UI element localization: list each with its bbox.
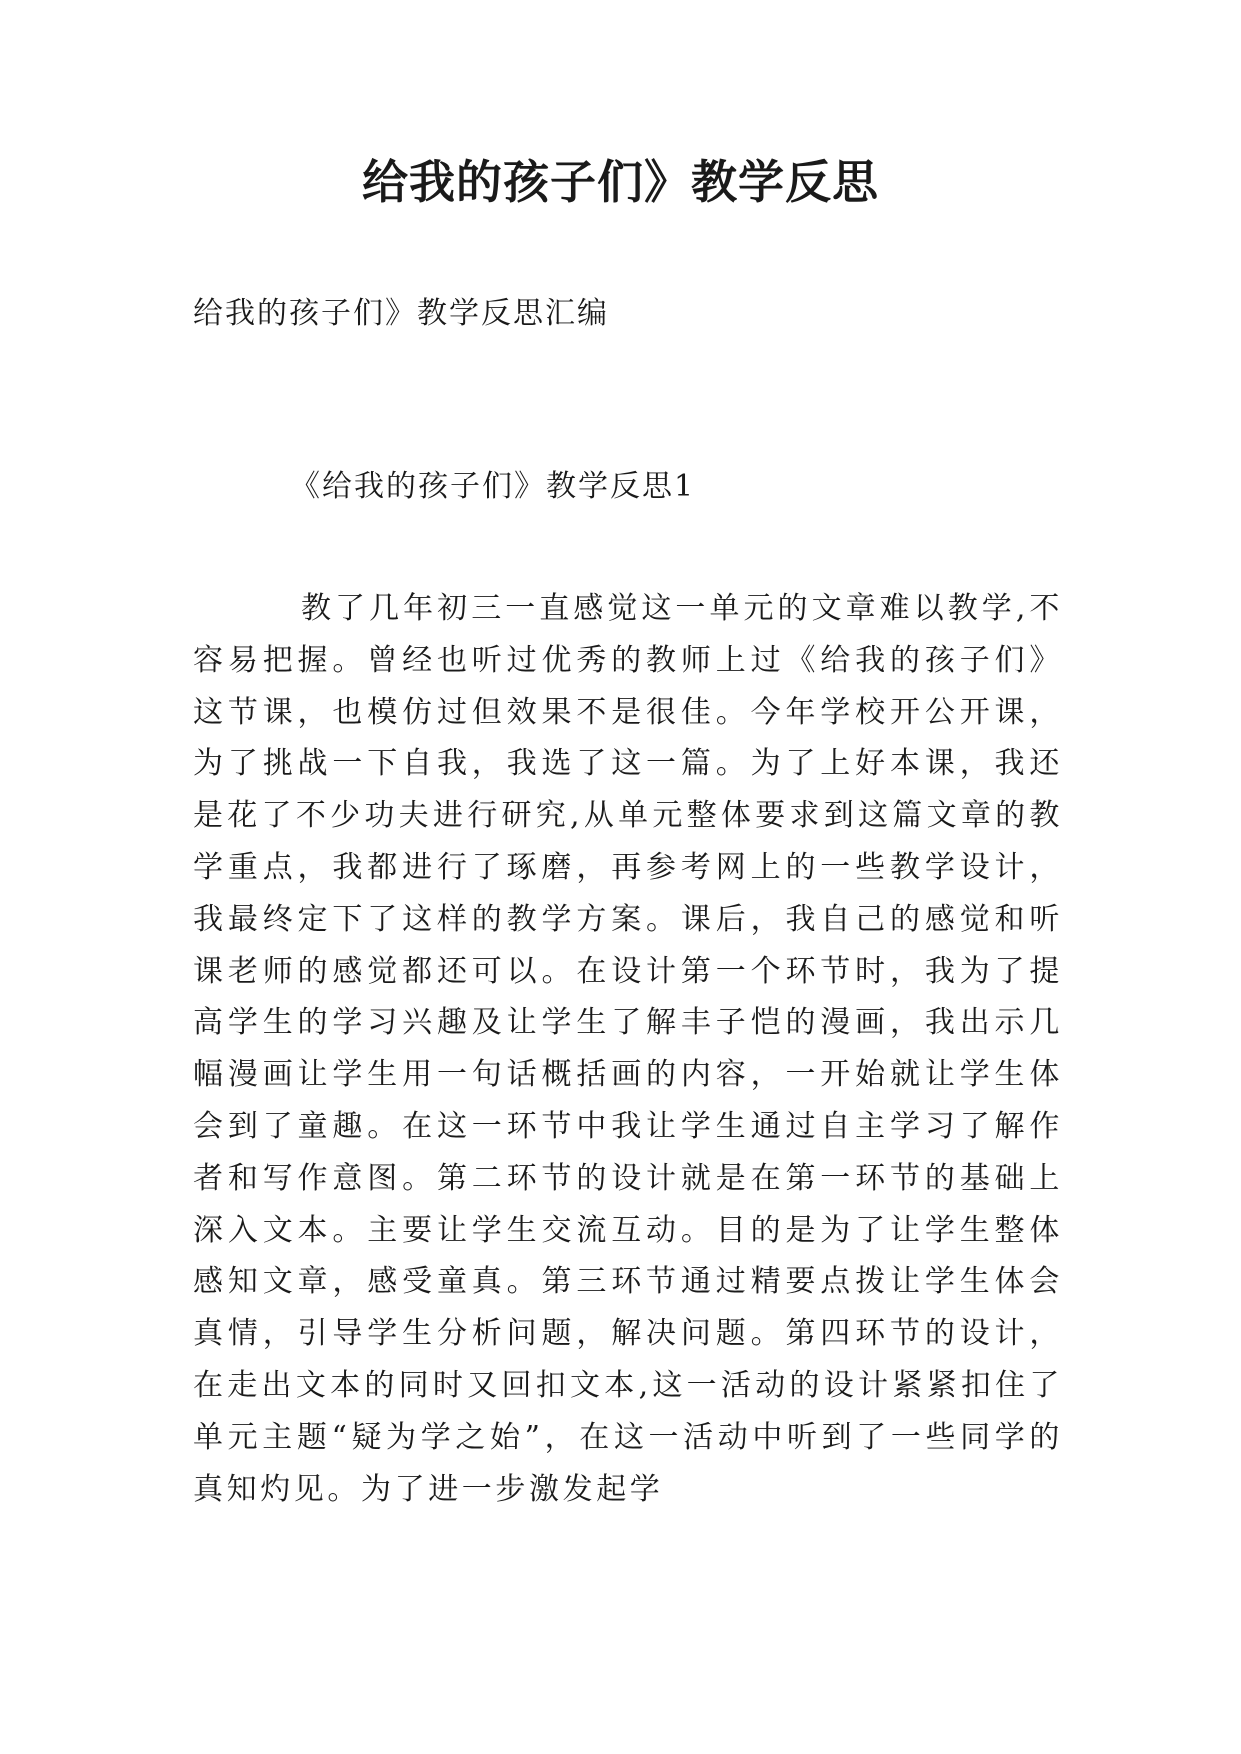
document-title: 给我的孩子们》教学反思 <box>362 155 879 209</box>
body-paragraph: 教了几年初三一直感觉这一单元的文章难以教学,不容易把握。曾经也听过优秀的教师上过《给我的孩子们》这节课，也模仿过但效果不是很佳。今年学校开公开课，为了挑战一下自我，我选了这一篇。为了上好本课，我还是花了不少功夫进行研究,从单元整体要求到这篇文章的教学重点，我都进行了琢磨，再参考网上的一些教学设计，我最终定下了这样的教学方案。课后，我自己的感觉和听课老师的感觉都还可以。在设计第一个环节时，我为了提高学生的学习兴趣及让学生了解丰子恺的漫画，我出示几幅漫画让学生用一句话概括画的内容，一开始就让学生体会到了童趣。在这一环节中我让学生通过自主学习了解作者和写作意图。第二环节的设计就是在第一环节的基础上深入文本。主要让学生交流互动。目的是为了让学生整体感知文章，感受童真。第三环节通过精要点拨让学生体会真情，引导学生分析问题，解决问题。第四环节的设计，在走出文本的同时又回扣文本,这一活动的设计紧紧扣住了单元主题“疑为学之始”，在这一活动中听到了一些同学的真知灼见。为了进一步激发起学 <box>193 591 1063 1507</box>
document-subtitle: 给我的孩子们》教学反思汇编 <box>193 296 609 331</box>
section-heading: 《给我的孩子们》教学反思1 <box>290 469 696 504</box>
